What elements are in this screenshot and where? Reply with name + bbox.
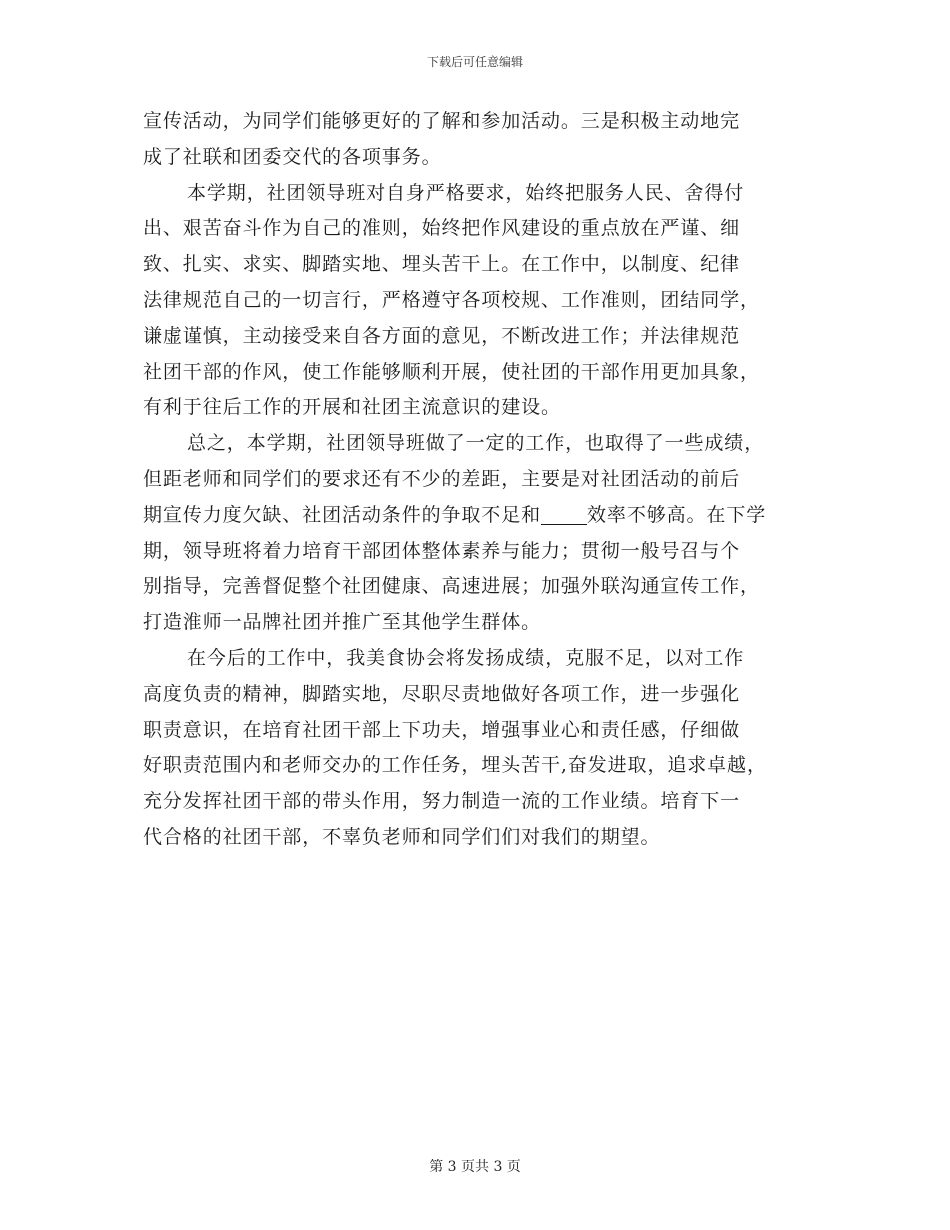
paragraph-3-line-2: 但距老师和同学们的要求还有不少的差距，主要是对社团活动的前后 — [143, 467, 741, 490]
paragraph-3-line-6: 打造淮师一品牌社团并推广至其他学生群体。 — [143, 611, 542, 634]
paragraph-4-line-6: 代合格的社团干部，不辜负老师和同学们们对我们的期望。 — [143, 825, 661, 848]
paragraph-2-line-2: 出、艰苦奋斗作为自己的准则，始终把作风建设的重点放在严谨、细 — [143, 217, 741, 240]
paragraph-4-line-3: 职责意识，在培育社团干部上下功夫，增强事业心和责任感，仔细做 — [143, 718, 741, 741]
paragraph-3-line-1: 总之，本学期，社团领导班做了一定的工作，也取得了一些成绩， — [187, 432, 765, 455]
paragraph-3-line-3 — [143, 498, 823, 534]
paragraph-2-line-1: 本学期，社团领导班对自身严格要求，始终把服务人民、舍得付 — [187, 181, 745, 204]
paragraph-4-line-4: 好职责范围内和老师交办的工作任务，埋头苦干,奋发进取，追求卓越， — [143, 754, 767, 777]
body-text — [143, 104, 823, 856]
paragraph-2-line-4: 法律规范自己的一切言行，严格遵守各项校规、工作准则，团结同学， — [143, 288, 760, 311]
paragraph-4-line-1: 在今后的工作中，我美食协会将发扬成绩，克服不足，以对工作 — [187, 646, 745, 669]
paragraph-2-line-7: 有利于往后工作的开展和社团主流意识的建设。 — [143, 396, 561, 419]
paragraph-3-line-3-tail: 效率不够高。在下学 — [587, 503, 767, 526]
paragraph-4-line-2: 高度负责的精神，脚踏实地，尽职尽责地做好各项工作，进一步强化 — [143, 682, 741, 705]
paragraph-2-line-6: 社团干部的作风，使工作能够顺利开展，使社团的干部作用更加具象， — [143, 360, 760, 383]
paragraph-3-line-5: 别指导，完善督促整个社团健康、高速进展；加强外联沟通宣传工作， — [143, 575, 760, 598]
header-note: 下载后可任意编辑 — [426, 55, 523, 69]
paragraph-3-line-3-head: 期宣传力度欠缺、社团活动条件的争取不足和 — [143, 503, 542, 526]
fill-in-blank — [541, 506, 587, 525]
paragraph-3-line-4: 期，领导班将着力培育干部团体整体素养与能力；贯彻一般号召与个 — [143, 539, 741, 562]
paragraph-4-line-5: 充分发挥社团干部的带头作用，努力制造一流的工作业绩。培育下一 — [143, 790, 741, 813]
paragraph-1-line-1: 宣传活动，为同学们能够更好的了解和参加活动。三是积极主动地完 — [143, 110, 741, 132]
paragraph-1-line-2: 成了社联和团委交代的各项事务。 — [143, 145, 442, 168]
page-number-footer: 第 3 页共 3 页 — [429, 1159, 521, 1175]
paragraph-2-line-3: 致、扎实、求实、脚踏实地、埋头苦干上。在工作中，以制度、纪律 — [143, 253, 741, 276]
paragraph-2-line-5: 谦虚谨慎，主动接受来自各方面的意见，不断改进工作；并法律规范 — [143, 324, 741, 347]
